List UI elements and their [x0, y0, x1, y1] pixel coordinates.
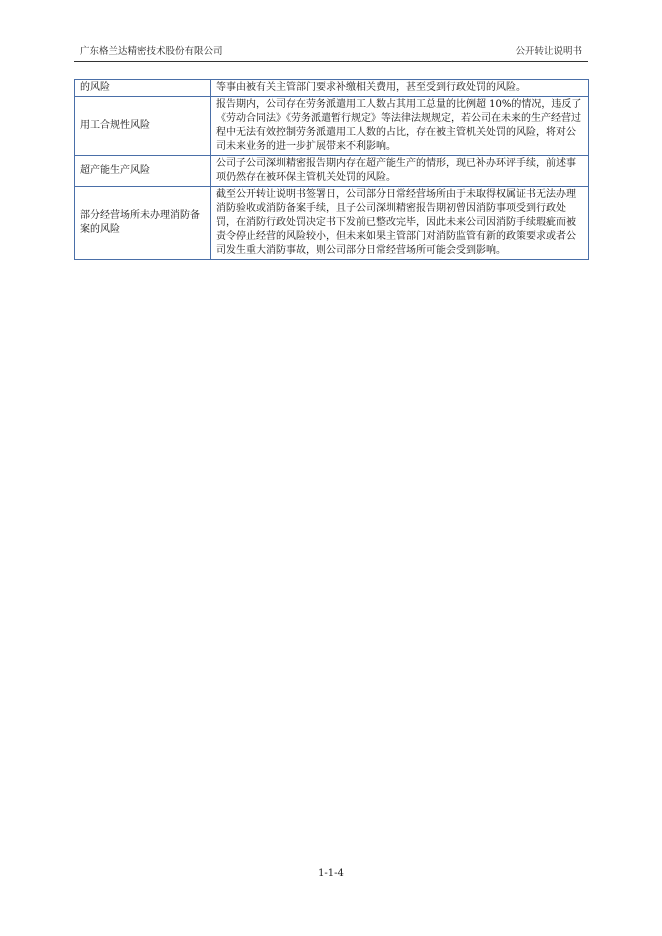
table-row — [75, 156, 589, 187]
page-header — [74, 46, 588, 62]
table-row — [75, 97, 589, 156]
header-document-title: 公开转让说明书 — [515, 46, 582, 57]
risk-name-cell: 的风险 — [75, 80, 211, 97]
page-number: 1-1-4 — [318, 868, 344, 879]
risk-description-cell: 报告期内，公司存在劳务派遣用工人数占其用工总量的比例超 10%的情况，违反了《劳动合同法》《劳务派遣暂行规定》等法律法规规定，若公司在未来的生产经营过程中无法有效控制劳务派遣用工人数的占比，存在被主管机关处罚的风险，将对公司未来业务的进一步扩展带来不利影响。 — [211, 97, 589, 156]
table-row — [75, 80, 589, 97]
risk-table — [74, 79, 589, 260]
table-row — [75, 187, 589, 260]
risk-name-cell: 用工合规性风险 — [75, 97, 211, 156]
header-divider — [74, 61, 588, 62]
risk-name-cell: 部分经营场所未办理消防备案的风险 — [75, 187, 211, 260]
header-company-name: 广东格兰达精密技术股份有限公司 — [80, 46, 223, 57]
risk-name-cell: 超产能生产风险 — [75, 156, 211, 187]
risk-description-cell: 等事由被有关主管部门要求补缴相关费用，甚至受到行政处罚的风险。 — [211, 80, 589, 97]
risk-description-cell: 公司子公司深圳精密报告期内存在超产能生产的情形，现已补办环评手续，前述事项仍然存在被环保主管机关处罚的风险。 — [211, 156, 589, 187]
risk-description-cell: 截至公开转让说明书签署日，公司部分日常经营场所由于未取得权属证书无法办理消防验收或消防备案手续，且子公司深圳精密报告期初曾因消防事项受到行政处罚，在消防行政处罚决定书下发前已整改完毕，因此未来公司因消防手续瑕疵而被责令停止经营的风险较小，但未来如果主管部门对消防监管有新的政策要求或者公司发生重大消防事故，则公司部分日常经营场所可能会受到影响。 — [211, 187, 589, 260]
